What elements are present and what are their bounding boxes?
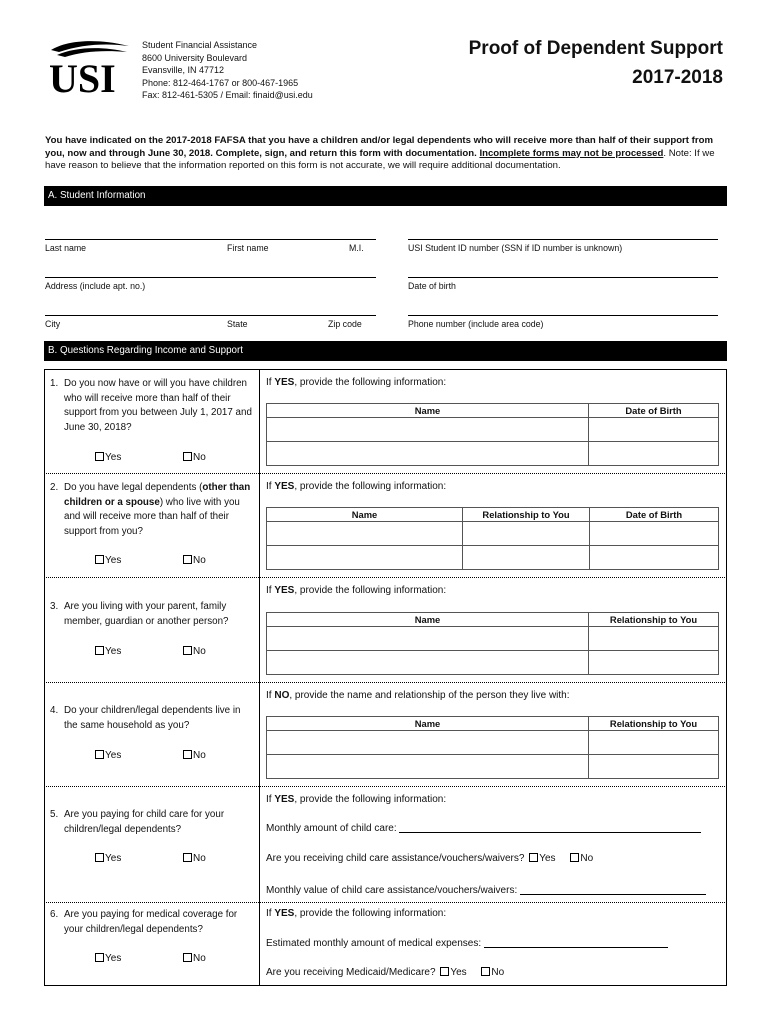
q5-number: 5. [50, 809, 59, 820]
logo-text: USI [49, 56, 116, 96]
table-cell[interactable] [267, 755, 589, 779]
contact-line: Evansville, IN 47712 [142, 65, 225, 75]
q6-number: 6. [50, 909, 59, 920]
row-divider [44, 786, 727, 787]
student-id-line[interactable] [408, 239, 718, 240]
table-cell[interactable] [589, 651, 719, 675]
no-label: No [193, 452, 206, 463]
table-cell[interactable] [267, 546, 463, 570]
medical-expenses-input[interactable] [484, 937, 668, 948]
checkbox-icon[interactable] [570, 853, 579, 862]
last-name-label: Last name [45, 243, 87, 253]
intro-underlined: Incomplete forms may not be processed [479, 147, 664, 159]
q4-yes-option[interactable] [95, 750, 121, 761]
yes-label: Yes [105, 750, 122, 761]
childcare-assistance-no[interactable]: No [570, 853, 593, 864]
medicaid-question [266, 967, 504, 978]
medical-expenses-field [266, 937, 668, 949]
q3-yes-option[interactable] [95, 646, 121, 657]
childcare-assistance-question [266, 853, 593, 864]
table-cell[interactable] [267, 522, 463, 546]
childcare-amount-label: Monthly amount of child care: [266, 823, 397, 834]
phone-label: Phone number (include area code) [408, 319, 544, 329]
row-divider [44, 902, 727, 903]
address-line[interactable] [45, 277, 376, 278]
q2-number: 2. [50, 482, 59, 493]
dob-line[interactable] [408, 277, 718, 278]
state-label: State [227, 319, 248, 329]
checkbox-icon[interactable] [183, 750, 192, 759]
checkbox-icon[interactable] [95, 555, 104, 564]
childcare-amount-field [266, 822, 701, 834]
q6-yes-option[interactable] [95, 953, 121, 964]
childcare-value-label: Monthly value of child care assistance/vouchers/waivers: [266, 885, 518, 896]
table-cell[interactable] [589, 731, 719, 755]
checkbox-icon[interactable] [183, 452, 192, 461]
col-dob: Date of Birth [590, 508, 719, 522]
childcare-assistance-label: Are you receiving child care assistance/vouchers/waivers? [266, 853, 525, 864]
checkbox-icon[interactable] [183, 853, 192, 862]
q6-no-option[interactable] [183, 953, 206, 964]
table-cell[interactable] [590, 546, 719, 570]
checkbox-icon[interactable] [183, 555, 192, 564]
q5-instruction: If YES, provide the following information: [266, 794, 447, 805]
q4-number: 4. [50, 705, 59, 716]
zip-label: Zip code [328, 319, 362, 329]
q1-text: Do you now have or will you have children who will receive more than half of their support from you between July 1, 2017 and June 30, 2018? [64, 378, 252, 433]
intro-paragraph [45, 135, 730, 173]
q1-instruction: If YES, provide the following information: [266, 377, 447, 388]
table-cell[interactable] [589, 418, 719, 442]
q4-no-option[interactable] [183, 750, 206, 761]
q4-table [266, 716, 719, 779]
table-cell[interactable] [463, 546, 590, 570]
checkbox-icon[interactable] [440, 967, 449, 976]
childcare-amount-input[interactable] [399, 822, 701, 833]
childcare-assistance-yes[interactable]: Yes [529, 853, 555, 864]
q2-instruction: If YES, provide the following information: [266, 481, 447, 492]
contact-line: Student Financial Assistance [142, 40, 258, 50]
q6-text: Are you paying for medical coverage for your children/legal dependents? [64, 909, 238, 935]
col-name: Name [267, 613, 589, 627]
q6-instruction: If YES, provide the following information: [266, 908, 447, 919]
name-line[interactable] [45, 239, 376, 240]
yes-label: Yes [105, 953, 122, 964]
yes-label: Yes [105, 853, 122, 864]
col-name: Name [267, 508, 463, 522]
table-cell[interactable] [589, 442, 719, 466]
q1-yes-option[interactable] [95, 452, 121, 463]
address-label: Address (include apt. no.) [45, 281, 146, 291]
q5-yes-option[interactable] [95, 853, 121, 864]
childcare-value-input[interactable] [520, 884, 706, 895]
q4-instruction: If NO, provide the name and relationship of the person they live with: [266, 690, 570, 701]
city-line[interactable] [45, 315, 376, 316]
col-relationship: Relationship to You [589, 717, 719, 731]
col-relationship: Relationship to You [589, 613, 719, 627]
section-b-header: B. Questions Regarding Income and Support [44, 341, 727, 361]
section-a-header: A. Student Information [44, 186, 727, 206]
row-divider [44, 682, 727, 683]
table-cell[interactable] [463, 522, 590, 546]
row-divider [44, 577, 727, 578]
title-line-1: Proof of Dependent Support [468, 38, 723, 59]
column-divider [259, 369, 260, 986]
yes-label: Yes [105, 646, 122, 657]
table-cell[interactable] [589, 755, 719, 779]
medicaid-no[interactable]: No [481, 967, 504, 978]
checkbox-icon[interactable] [481, 967, 490, 976]
usi-logo-graphic [47, 38, 131, 96]
col-name: Name [267, 404, 589, 418]
q1-table [266, 403, 719, 466]
q5-no-option[interactable] [183, 853, 206, 864]
medicaid-yes[interactable]: Yes [440, 967, 466, 978]
no-label: No [193, 646, 206, 657]
childcare-value-field [266, 884, 706, 896]
checkbox-icon[interactable] [95, 953, 104, 962]
city-label: City [45, 319, 61, 329]
table-cell[interactable] [267, 651, 589, 675]
q4-text: Do your children/legal dependents live in the same household as you? [64, 705, 241, 731]
contact-block [142, 39, 313, 102]
q2-table [266, 507, 719, 570]
phone-line[interactable] [408, 315, 718, 316]
dob-label: Date of birth [408, 281, 456, 291]
q2-no-option[interactable] [183, 555, 206, 566]
q3-no-option[interactable] [183, 646, 206, 657]
yes-label: Yes [105, 452, 122, 463]
col-dob: Date of Birth [589, 404, 719, 418]
table-cell[interactable] [589, 627, 719, 651]
q3-number: 3. [50, 601, 59, 612]
q2-yes-option[interactable] [95, 555, 121, 566]
checkbox-icon[interactable] [529, 853, 538, 862]
table-cell[interactable] [267, 731, 589, 755]
col-relationship: Relationship to You [463, 508, 590, 522]
q1-number: 1. [50, 378, 59, 389]
q3-text: Are you living with your parent, family member, guardian or another person? [64, 601, 229, 627]
mi-label: M.I. [349, 243, 364, 253]
first-name-label: First name [227, 243, 269, 253]
yes-label: Yes [105, 555, 122, 566]
table-cell[interactable] [267, 627, 589, 651]
q5-text: Are you paying for child care for your children/legal dependents? [64, 809, 225, 835]
checkbox-icon[interactable] [183, 953, 192, 962]
checkbox-icon[interactable] [183, 646, 192, 655]
checkbox-icon[interactable] [95, 750, 104, 759]
page-title [469, 34, 723, 92]
no-label: No [193, 750, 206, 761]
table-cell[interactable] [267, 418, 589, 442]
table-cell[interactable] [267, 442, 589, 466]
checkbox-icon[interactable] [95, 853, 104, 862]
table-cell[interactable] [590, 522, 719, 546]
col-name: Name [267, 717, 589, 731]
checkbox-icon[interactable] [95, 452, 104, 461]
student-id-label: USI Student ID number (SSN if ID number is unknown) [408, 243, 623, 253]
row-divider [44, 473, 727, 474]
medicaid-label: Are you receiving Medicaid/Medicare? [266, 967, 436, 978]
q1-no-option[interactable] [183, 452, 206, 463]
usi-logo [47, 38, 131, 96]
contact-line: Phone: 812-464-1767 or 800-467-1965 [142, 77, 299, 88]
contact-line: 8600 University Boulevard [142, 52, 248, 63]
medical-expenses-label: Estimated monthly amount of medical expenses: [266, 938, 482, 949]
no-label: No [193, 953, 206, 964]
q3-instruction: If YES, provide the following information: [266, 585, 447, 596]
no-label: No [193, 555, 206, 566]
no-label: No [193, 853, 206, 864]
intro-bold: You have indicated on the 2017-2018 FAFSA that you have a children and/or legal dependents who will receive more than half of their support from you, now and through June 30, 2018. Complete, sign, and return this form with documentation. [45, 135, 713, 159]
title-line-2: 2017-2018 [632, 67, 723, 88]
q3-table [266, 612, 719, 675]
checkbox-icon[interactable] [95, 646, 104, 655]
q2-text: Do you have legal dependents (other than children or a spouse) who live with you and will receive more than half of their support from you? [64, 482, 251, 537]
contact-line: Fax: 812-461-5305 / Email: finaid@usi.edu [142, 90, 313, 100]
intro-plain: . Note: If we have reason to believe that the information reported on this form is not accurate, we will require additional documentation. [45, 147, 715, 171]
